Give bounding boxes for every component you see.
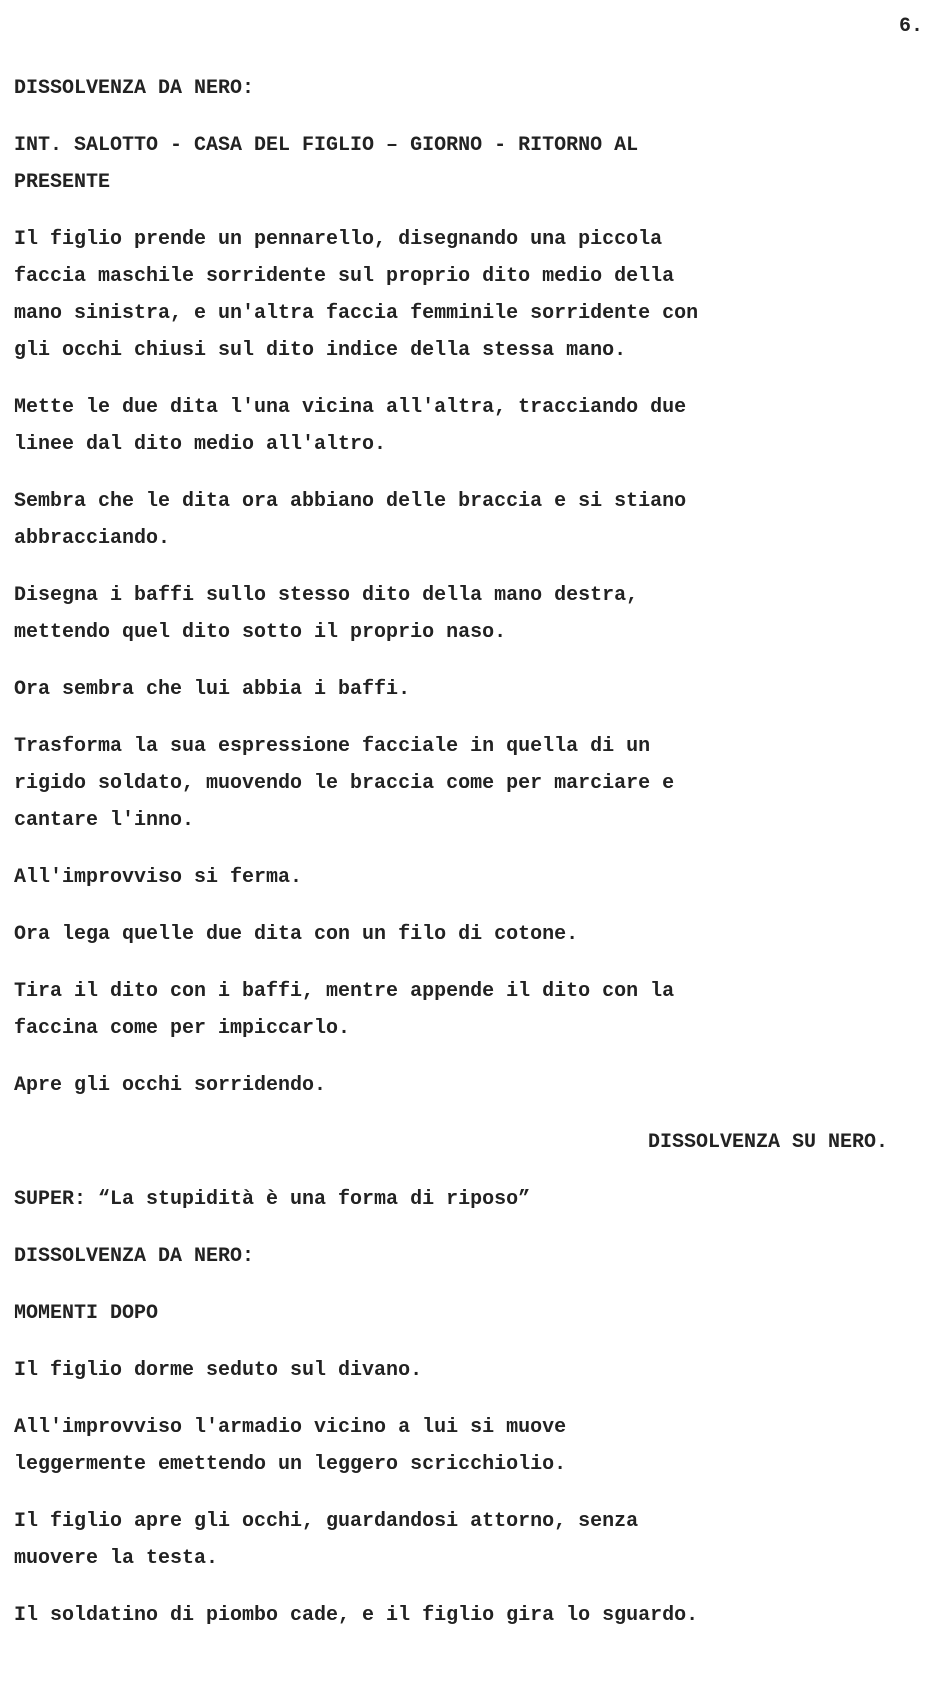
- transition-fade-in: DISSOLVENZA DA NERO:: [14, 77, 255, 100]
- screenplay-body: [14, 70, 894, 1654]
- action-line: Il figlio dorme seduto sul divano.: [14, 1359, 423, 1382]
- page-number: 6.: [898, 15, 923, 38]
- action-line: Trasforma la sua espressione facciale in quella di un rigido soldato, muovendo le braccia come per marciare e cantare l'inno.: [14, 735, 675, 832]
- action-line: Mette le due dita l'una vicina all'altra, tracciando due linee dal dito medio all'altro.: [14, 396, 687, 456]
- action-line: All'improvviso si ferma.: [14, 866, 303, 889]
- action-line: Il figlio apre gli occhi, guardandosi attorno, senza muovere la testa.: [14, 1510, 639, 1570]
- action-line: Tira il dito con i baffi, mentre appende il dito con la faccina come per impiccarlo.: [14, 980, 675, 1040]
- action-line: Ora sembra che lui abbia i baffi.: [14, 678, 411, 701]
- scene-heading: INT. SALOTTO - CASA DEL FIGLIO – GIORNO - RITORNO AL PRESENTE: [14, 134, 639, 194]
- action-line: All'improvviso l'armadio vicino a lui si muove leggermente emettendo un leggero scricchiolio.: [14, 1416, 567, 1476]
- action-line: Apre gli occhi sorridendo.: [14, 1074, 327, 1097]
- action-line: Sembra che le dita ora abbiano delle braccia e si stiano abbracciando.: [14, 490, 687, 550]
- action-line: Il figlio prende un pennarello, disegnando una piccola faccia maschile sorridente sul proprio dito medio della mano sinistra, e un'altra faccia femminile sorridente con gli occhi chiusi sul dito indice della stessa mano.: [14, 228, 699, 362]
- action-line: Disegna i baffi sullo stesso dito della mano destra, mettendo quel dito sotto il proprio naso.: [14, 584, 639, 644]
- action-line: Ora lega quelle due dita con un filo di cotone.: [14, 923, 579, 946]
- super-title: SUPER: “La stupidità è una forma di riposo”: [14, 1188, 531, 1211]
- transition-fade-in: DISSOLVENZA DA NERO:: [14, 1245, 255, 1268]
- transition-fade-out: DISSOLVENZA SU NERO.: [647, 1131, 888, 1154]
- action-line: Il soldatino di piombo cade, e il figlio gira lo sguardo.: [14, 1604, 699, 1627]
- scene-heading: MOMENTI DOPO: [14, 1302, 159, 1325]
